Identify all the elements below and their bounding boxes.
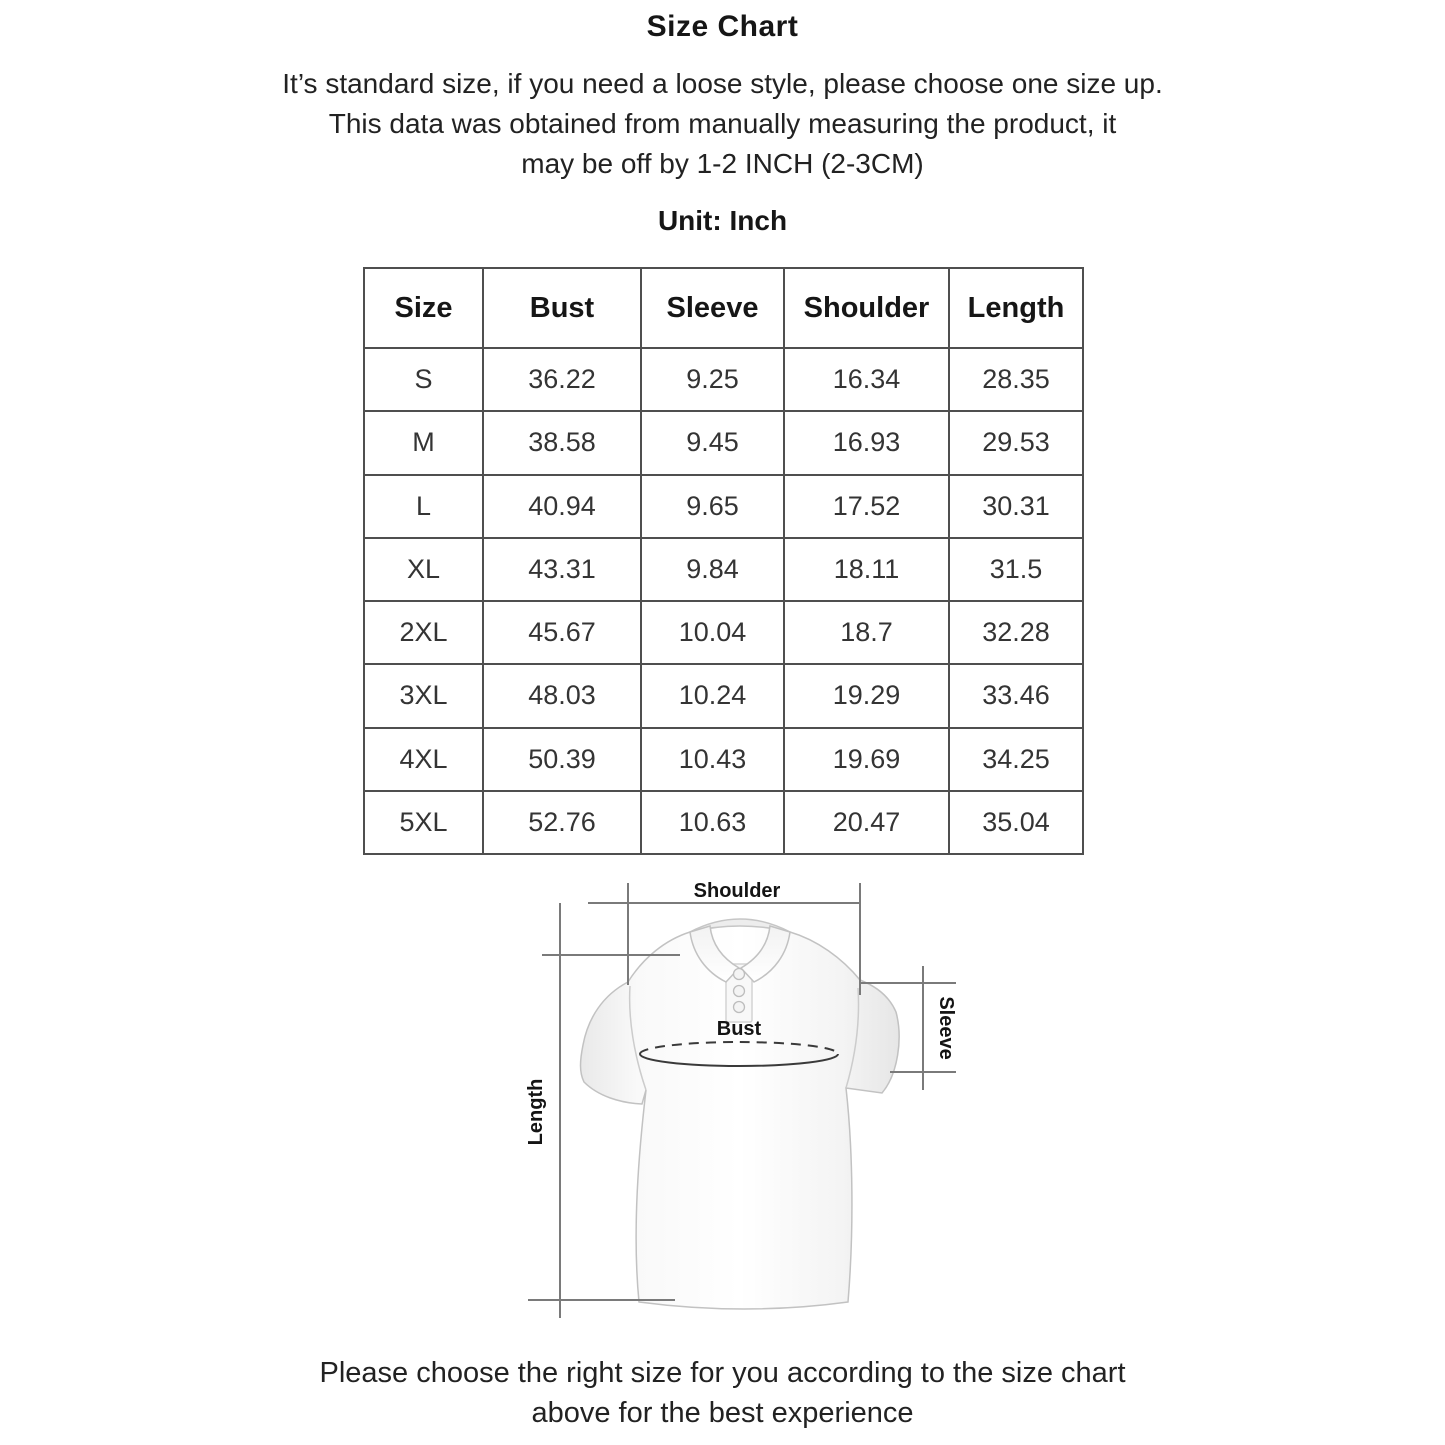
table-row xyxy=(364,538,1083,601)
bust-label: Bust xyxy=(716,1018,762,1040)
cell-size: S xyxy=(364,348,483,411)
cell-size: 4XL xyxy=(364,728,483,791)
cell-shoulder: 17.52 xyxy=(784,475,949,538)
cell-sleeve: 9.84 xyxy=(641,538,784,601)
header-sleeve: Sleeve xyxy=(641,268,784,348)
table-row xyxy=(364,348,1083,411)
cell-bust: 45.67 xyxy=(483,601,641,664)
cell-bust: 43.31 xyxy=(483,538,641,601)
cell-length: 32.28 xyxy=(949,601,1083,664)
header-bust: Bust xyxy=(483,268,641,348)
placket-button xyxy=(734,969,745,980)
unit-label: Unit: Inch xyxy=(657,205,788,236)
cell-length: 34.25 xyxy=(949,728,1083,791)
footer-note xyxy=(0,1353,1445,1433)
cell-size: 2XL xyxy=(364,601,483,664)
cell-size: M xyxy=(364,411,483,474)
cell-sleeve: 9.65 xyxy=(641,475,784,538)
cell-shoulder: 16.34 xyxy=(784,348,949,411)
cell-length: 28.35 xyxy=(949,348,1083,411)
cell-bust: 52.76 xyxy=(483,791,641,854)
header-shoulder: Shoulder xyxy=(784,268,949,348)
cell-length: 35.04 xyxy=(949,791,1083,854)
cell-length: 29.53 xyxy=(949,411,1083,474)
placket-button xyxy=(734,1002,745,1013)
table-row xyxy=(364,601,1083,664)
table-row xyxy=(364,664,1083,727)
table-row xyxy=(364,791,1083,854)
table-row xyxy=(364,728,1083,791)
cell-size: L xyxy=(364,475,483,538)
table-row xyxy=(364,411,1083,474)
cell-shoulder: 19.29 xyxy=(784,664,949,727)
cell-sleeve: 9.25 xyxy=(641,348,784,411)
intro-line-1: It’s standard size, if you need a loose style, please choose one size up. xyxy=(282,68,1163,99)
cell-sleeve: 9.45 xyxy=(641,411,784,474)
table-header-row xyxy=(364,268,1083,348)
cell-size: 3XL xyxy=(364,664,483,727)
cell-sleeve: 10.04 xyxy=(641,601,784,664)
cell-bust: 48.03 xyxy=(483,664,641,727)
intro-text xyxy=(0,64,1445,184)
cell-length: 33.46 xyxy=(949,664,1083,727)
cell-shoulder: 20.47 xyxy=(784,791,949,854)
table-row xyxy=(364,475,1083,538)
cell-bust: 50.39 xyxy=(483,728,641,791)
length-label: Length xyxy=(525,1078,547,1146)
cell-length: 30.31 xyxy=(949,475,1083,538)
cell-bust: 40.94 xyxy=(483,475,641,538)
sleeve-label: Sleeve xyxy=(935,996,957,1060)
cell-size: XL xyxy=(364,538,483,601)
size-table xyxy=(363,267,1084,855)
placket-button xyxy=(734,986,745,997)
shoulder-label: Shoulder xyxy=(693,880,781,902)
cell-length: 31.5 xyxy=(949,538,1083,601)
header-length: Length xyxy=(949,268,1083,348)
page-title: Size Chart xyxy=(646,10,799,43)
header-size: Size xyxy=(364,268,483,348)
cell-shoulder: 19.69 xyxy=(784,728,949,791)
cell-bust: 36.22 xyxy=(483,348,641,411)
cell-bust: 38.58 xyxy=(483,411,641,474)
shirt-measurement-diagram xyxy=(460,860,1010,1330)
cell-sleeve: 10.63 xyxy=(641,791,784,854)
cell-shoulder: 16.93 xyxy=(784,411,949,474)
cell-size: 5XL xyxy=(364,791,483,854)
intro-line-2: This data was obtained from manually measuring the product, it xyxy=(328,108,1117,139)
footer-line-2: above for the best experience xyxy=(531,1397,914,1429)
cell-sleeve: 10.24 xyxy=(641,664,784,727)
footer-line-1: Please choose the right size for you according to the size chart xyxy=(319,1357,1126,1389)
intro-line-3: may be off by 1-2 INCH (2-3CM) xyxy=(521,148,924,179)
cell-shoulder: 18.11 xyxy=(784,538,949,601)
cell-sleeve: 10.43 xyxy=(641,728,784,791)
cell-shoulder: 18.7 xyxy=(784,601,949,664)
